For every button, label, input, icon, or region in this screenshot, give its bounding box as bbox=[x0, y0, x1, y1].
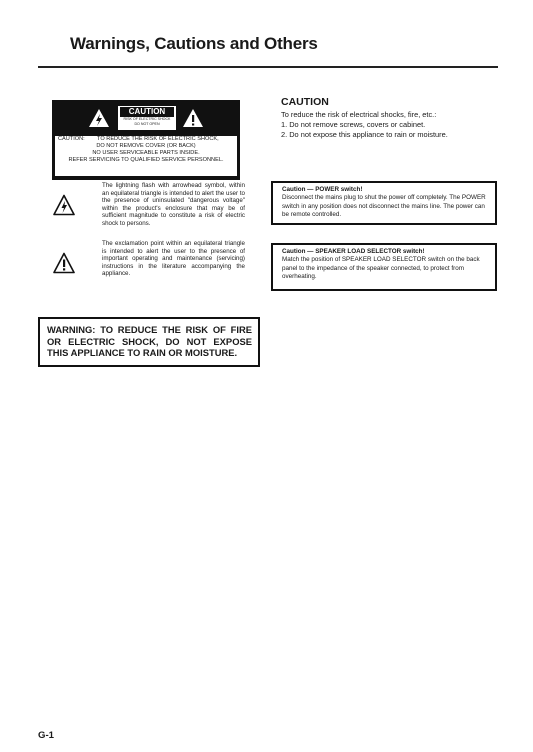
right-caution-list bbox=[281, 120, 501, 140]
caution-text-line-1: CAUTION: TO REDUCE THE RISK OF ELECTRIC SHOCK, bbox=[58, 136, 219, 142]
exclamation-triangle-icon bbox=[182, 108, 204, 128]
title-rule bbox=[38, 66, 498, 68]
power-switch-caution-box bbox=[271, 181, 497, 225]
lightning-symbol-text: The lightning flash with arrowhead symbol, within an equilateral triangle is intended to alert the user to the presence of uninsulated "dangerous voltage" within the product's enclosure that may be of sufficient magnitude to constitute a risk of electric shock to persons. bbox=[102, 182, 245, 227]
caution-text-line-4: REFER SERVICING TO QUALIFIED SERVICE PERSONNEL. bbox=[68, 157, 224, 163]
speaker-load-body: Match the position of SPEAKER LOAD SELECTOR switch on the back panel to the impedance of the speaker connected, to protect from overheating. bbox=[282, 256, 480, 280]
caution-label bbox=[52, 100, 240, 180]
lightning-triangle-icon bbox=[88, 108, 110, 128]
right-caution-intro: To reduce the risk of electrical shocks, fire, etc.: bbox=[281, 110, 437, 119]
caution-label-top bbox=[58, 106, 234, 130]
caution-label-text bbox=[55, 136, 237, 176]
exclamation-triangle-icon bbox=[53, 252, 75, 274]
warning-box: WARNING: TO REDUCE THE RISK OF FIRE OR ELECTRIC SHOCK, DO NOT EXPOSE THIS APPLIANCE TO RAIN OR MOISTURE. bbox=[38, 317, 260, 367]
page-title: Warnings, Cautions and Others bbox=[70, 34, 318, 53]
speaker-load-caution-box bbox=[271, 243, 497, 291]
power-switch-heading: Caution — POWER switch! bbox=[282, 186, 363, 193]
speaker-load-heading: Caution — SPEAKER LOAD SELECTOR switch! bbox=[282, 248, 425, 255]
right-caution-body bbox=[281, 110, 501, 140]
right-caution-heading: CAUTION bbox=[281, 96, 329, 108]
caution-text-line-2: DO NOT REMOVE COVER (OR BACK) bbox=[96, 143, 196, 149]
exclamation-symbol-text: The exclamation point within an equilateral triangle is intended to alert the user to the presence of important operating and maintenance (servicing) instructions in the literature accompanying the appliance. bbox=[102, 240, 245, 277]
page-number: G-1 bbox=[38, 730, 54, 741]
power-switch-body: Disconnect the mains plug to shut the power off completely. The POWER switch in any position does not disconnect the mains line. The power can be remote controlled. bbox=[282, 194, 486, 218]
caution-label-center bbox=[118, 106, 176, 130]
list-item: 1. Do not remove screws, covers or cabinet. bbox=[281, 120, 426, 129]
caution-label-small-1: RISK OF ELECTRIC SHOCK bbox=[123, 117, 171, 121]
lightning-triangle-icon bbox=[53, 194, 75, 216]
list-item: 2. Do not expose this appliance to rain or moisture. bbox=[281, 130, 448, 139]
caution-text-line-3: NO USER SERVICEABLE PARTS INSIDE. bbox=[92, 150, 200, 156]
caution-label-small-2: DO NOT OPEN bbox=[134, 122, 160, 126]
caution-label-heading: CAUTION bbox=[120, 107, 174, 117]
